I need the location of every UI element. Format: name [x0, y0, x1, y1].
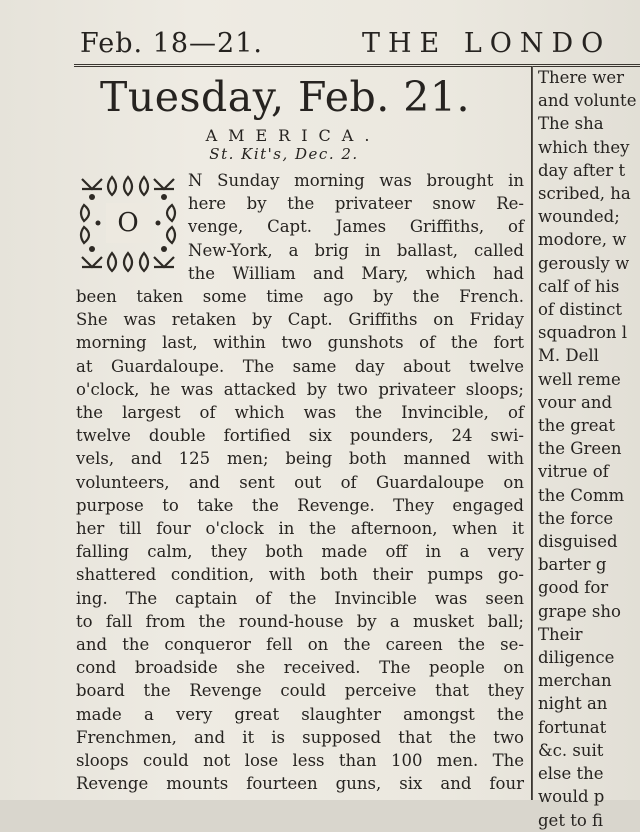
- article-line: the largest of which was the Invincible, of: [76, 403, 524, 423]
- right-column-line: There wer: [538, 68, 625, 87]
- article-line: N Sunday morning was brought in: [188, 171, 524, 190]
- article-line: Revenge mounts fourteen guns, six and four: [76, 774, 524, 794]
- ornamental-dropcap: [76, 171, 180, 275]
- column-rule: [531, 66, 533, 800]
- article-line: sloops could not lose less than 100 men. The: [76, 751, 524, 771]
- article-line: morning last, within two gunshots of the fort: [76, 333, 524, 353]
- right-column-line: scribed, ha: [538, 184, 631, 204]
- right-column-line: would p: [538, 787, 605, 807]
- article-line: board the Revenge could perceive that they: [76, 681, 524, 701]
- header-date: Feb. 18—21.: [80, 28, 263, 59]
- right-column-line: The sha: [538, 114, 604, 134]
- right-column-line: day after t: [538, 160, 626, 180]
- right-column-line: night an: [538, 694, 608, 714]
- article-line: She was retaken by Capt. Griffiths on Friday: [76, 310, 524, 330]
- right-column-line: of distinct: [538, 300, 622, 320]
- day-title: Tuesday, Feb. 21.: [99, 73, 470, 121]
- right-column-line: the great: [538, 416, 615, 436]
- article-line: New-York, a brig in ballast, called: [188, 240, 524, 260]
- article-line: purpose to take the Revenge. They engaged: [76, 495, 524, 515]
- article-line: made a very great slaughter amongst the: [76, 704, 524, 724]
- article-line: at Guardaloupe. The same day about twelve: [76, 356, 524, 376]
- right-column-line: modore, w: [538, 230, 627, 250]
- article-line: o'clock, he was attacked by two privateer sloops;: [76, 379, 524, 399]
- article-line: ing. The captain of the Invincible was seen: [76, 588, 524, 608]
- article-line: twelve double fortified six pounders, 24 swi-: [76, 426, 524, 446]
- right-column-line: gerously w: [538, 253, 630, 273]
- right-column-line: else the: [538, 764, 604, 784]
- right-column-line: wounded;: [538, 207, 620, 227]
- right-column-line: fortunat: [538, 717, 607, 737]
- right-column-line: Their: [538, 624, 583, 644]
- right-column-line: the Comm: [538, 485, 625, 505]
- right-column-line: M. Dell: [538, 346, 599, 366]
- right-column-line: merchan: [538, 671, 612, 691]
- article-line: venge, Capt. James Griffiths, of: [188, 217, 524, 237]
- article-line: vels, and 125 men; being both manned with: [76, 449, 524, 469]
- right-column-line: get to fi: [538, 810, 604, 830]
- article-line: here by the privateer snow Re-: [188, 194, 524, 214]
- right-column-line: diligence: [538, 648, 615, 668]
- dateline: St. Kit's, Dec. 2.: [209, 145, 359, 163]
- article-line: and the conqueror fell on the careen the se-: [76, 635, 524, 655]
- newspaper-title: THE LONDO: [362, 28, 612, 59]
- article-line: volunteers, and sent out of Guardaloupe on: [76, 472, 524, 492]
- right-column-line: barter g: [538, 555, 607, 575]
- article-line: the William and Mary, which had: [188, 263, 524, 283]
- right-column-line: disguised: [538, 532, 618, 552]
- right-column-line: well reme: [538, 369, 621, 389]
- right-column-line: squadron l: [538, 323, 628, 343]
- right-column-line: vitrue of: [538, 462, 609, 482]
- right-column-line: and volunte: [538, 91, 637, 111]
- article-line: cond broadside she received. The people on: [76, 658, 524, 678]
- right-column-line: which they: [538, 137, 630, 157]
- right-column-line: good for: [538, 578, 609, 598]
- dropcap-letter: O: [106, 203, 150, 243]
- section-heading: AMERICA.: [205, 126, 381, 145]
- article-line: to fall from the round-house by a musket ball;: [76, 611, 524, 631]
- article-line: been taken some time ago by the French.: [76, 287, 524, 307]
- page-header: [74, 26, 640, 62]
- article-line: shattered condition, with both their pumps go-: [76, 565, 524, 585]
- article-line: her till four o'clock in the afternoon, when it: [76, 519, 524, 539]
- right-column-line: the Green: [538, 439, 622, 459]
- main-column: [76, 66, 524, 800]
- article-line: Frenchmen, and it is supposed that the two: [76, 727, 524, 747]
- right-column-line: vour and: [538, 392, 613, 412]
- right-column-line: the force: [538, 508, 614, 528]
- right-column-line: calf of his: [538, 276, 620, 296]
- right-column-line: &c. suit: [538, 740, 604, 760]
- article-line: falling calm, they both made off in a very: [76, 542, 524, 562]
- right-column-line: grape sho: [538, 601, 621, 621]
- article-body: [76, 169, 524, 795]
- right-column: [538, 66, 640, 830]
